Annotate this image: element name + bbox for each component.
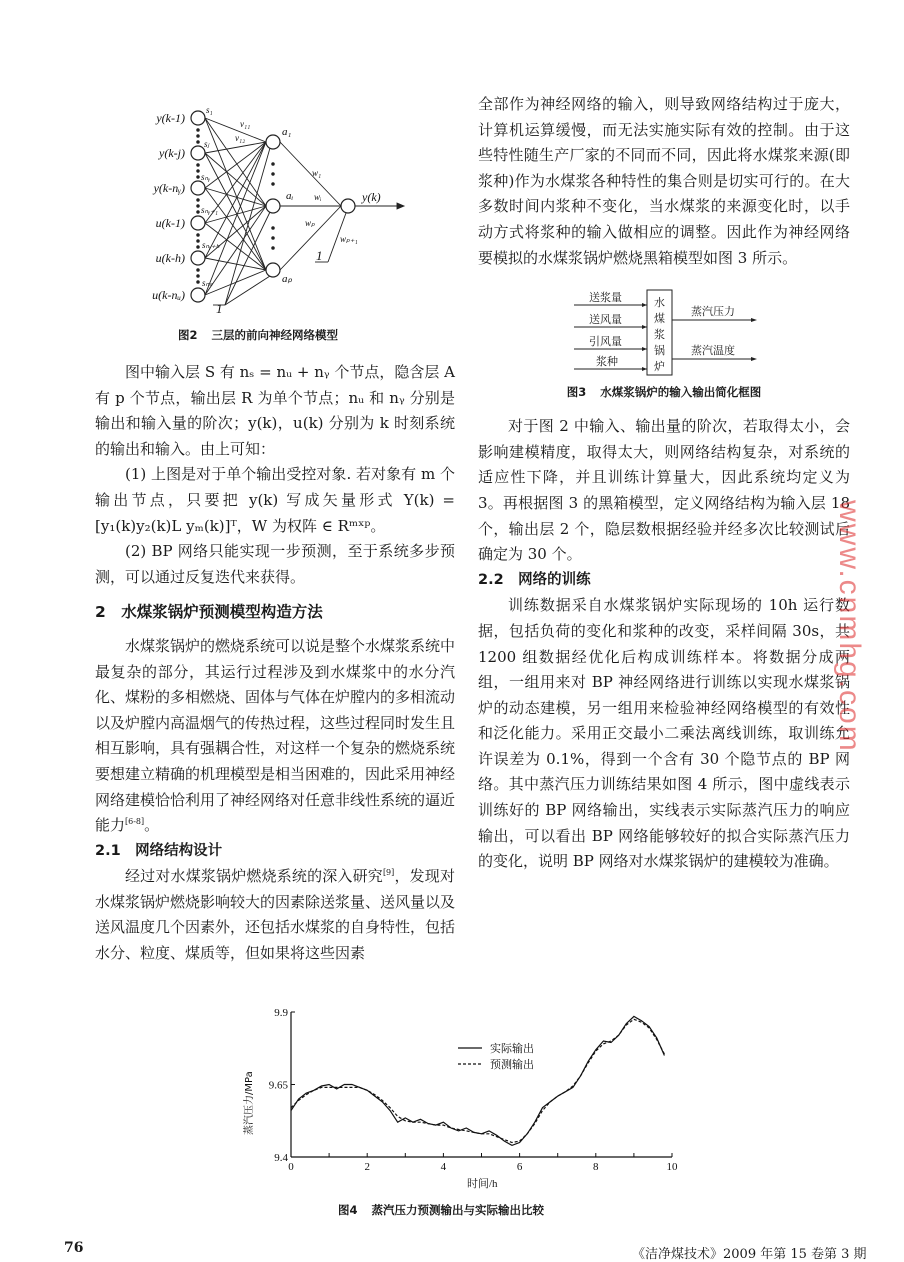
input-label: 送浆量 [589, 292, 622, 305]
output-label: 蒸汽压力 [691, 306, 735, 319]
fig3-figure [478, 287, 850, 382]
series-line-predicted [291, 1019, 664, 1142]
input-label: y(k-j) [159, 146, 185, 160]
ellipsis-dot [197, 205, 200, 208]
input-label: u(k-h) [155, 251, 185, 265]
box-label: 煤 [654, 313, 665, 326]
x-tick-label: 0 [288, 1161, 294, 1173]
hidden-label: aₚ [282, 273, 293, 285]
neuron-node [266, 263, 280, 277]
neuron-node [191, 111, 205, 125]
left-column [95, 360, 455, 967]
neuron-node [191, 181, 205, 195]
input-label: y(k-nᵧ) [153, 181, 185, 195]
watermark: www.cnmhg.com [833, 500, 866, 753]
box-label: 水 [654, 297, 665, 310]
edge [280, 206, 341, 270]
input-weight-label: sⱼ [204, 139, 210, 149]
box-label: 浆 [654, 329, 665, 342]
ellipsis-dot [197, 129, 200, 132]
w-weight-label: wₚ [305, 218, 315, 228]
edge [205, 188, 266, 206]
hidden-label: a₁ [282, 126, 292, 138]
ellipsis-dot [197, 176, 200, 179]
ellipsis-dot [197, 170, 200, 173]
ellipsis-dot [197, 275, 200, 278]
input-label: u(k-1) [155, 216, 185, 230]
arrowhead-icon [397, 203, 404, 209]
paragraph: 全部作为神经网络的输入，则导致网络结构过于庞大，计算机运算缓慢，而无法实施实际有效的控制。由于这些特性随生产厂家的不同而不同，因此将水煤浆来源(即浆种)作为水煤浆各种特性的集合则是切实可行的。在大多数时间内浆种不变化，当水煤浆的来源变化时，以手动方式将浆种的输入做相应的调整。因此作为神经网络要模拟的水煤浆锅炉燃烧黑箱模型如图 3 所示。 [478, 95, 850, 267]
ellipsis-dot [272, 237, 275, 240]
ellipsis-dot [272, 227, 275, 230]
bias-label: 1 [316, 248, 323, 263]
ellipsis-dot [197, 246, 200, 249]
right-column [478, 92, 850, 875]
input-label: 浆种 [596, 356, 618, 369]
input-weight-label: sₙᵧ₊ₕ [202, 240, 220, 250]
x-tick-label: 4 [440, 1161, 447, 1173]
input-weight-label: s₁ [206, 105, 213, 115]
fig4-caption: 图4 蒸汽压力预测输出与实际输出比较 [338, 1203, 545, 1217]
neuron-node [191, 288, 205, 302]
w-weight-label: w₁ [312, 168, 322, 178]
legend-label: 实际输出 [490, 1043, 534, 1055]
neuron-node [191, 216, 205, 230]
ellipsis-dot [197, 164, 200, 167]
neuron-node [266, 199, 280, 213]
x-tick-label: 6 [516, 1161, 523, 1173]
ellipsis-dot [272, 183, 275, 186]
v-weight-label: v₁₁ [240, 119, 251, 129]
fig4-line-chart [230, 995, 700, 1177]
paragraph: 水煤浆锅炉的燃烧系统可以说是整个水煤浆系统中最复杂的部分，其运行过程涉及到水煤浆中的水分汽化、煤粉的多相燃烧、固体与气体在炉膛内的多相流动以及炉膛内高温烟气的传热过程，这些过程同时发生且相互影响，具有强耦合性，对这样一个复杂的燃烧系统要想建立精确的机理模型是相当困难的，因此采用神经网络建模恰恰利用了神经网络对任意非线性系统的逼近能力[6-8]。 [95, 636, 456, 835]
x-tick-label: 10 [666, 1161, 678, 1173]
ellipsis-dot [197, 240, 200, 243]
ellipsis-dot [197, 269, 200, 272]
input-label: 引风量 [589, 336, 622, 349]
hidden-label: aᵢ [286, 190, 294, 202]
ellipsis-dot [272, 173, 275, 176]
fig3-block-diagram [554, 287, 774, 382]
input-label: 送风量 [589, 314, 622, 327]
x-tick-label: 2 [364, 1161, 370, 1173]
y-axis-label: 蒸汽压力/MPa [244, 1071, 255, 1135]
page-number: 76 [64, 1240, 84, 1256]
neuron-node [191, 251, 205, 265]
ellipsis-dot [272, 163, 275, 166]
journal-info: 《洁净煤技术》2009 年第 15 卷第 3 期 [632, 1247, 867, 1262]
ellipsis-dot [197, 211, 200, 214]
fig2-caption: 图2 三层的前向神经网络模型 [178, 328, 339, 342]
ellipsis-dot [197, 135, 200, 138]
y-tick-label: 9.4 [274, 1152, 288, 1164]
ellipsis-dot [197, 199, 200, 202]
section-heading-2-1: 2.1 网络结构设计 [95, 842, 223, 859]
neuron-node [266, 135, 280, 149]
neuron-node [341, 199, 355, 213]
input-weight-label: sₙᵧ₊₁ [201, 205, 219, 215]
series-line-actual [291, 1016, 664, 1145]
legend-label: 预测输出 [490, 1059, 534, 1071]
v-weight-label: v₁₂ [235, 133, 246, 143]
ellipsis-dot [197, 141, 200, 144]
output-label: y(k) [362, 190, 381, 204]
y-tick-label: 9.9 [274, 1007, 288, 1019]
paragraph: 经过对水煤浆锅炉燃烧系统的深入研究[9]，发现对水煤浆锅炉燃烧影响较大的因素除送浆量、送风量以及送风温度几个因素外，还包括水煤浆的自身特性，包括水分、粒度、煤质等，但如果将这些因素 [95, 867, 456, 963]
x-tick-label: 8 [593, 1161, 599, 1173]
neuron-node [191, 146, 205, 160]
paragraph: (2) BP 网络只能实现一步预测，至于系统多步预测，可以通过反复迭代来获得。 [95, 542, 455, 586]
paragraph: 训练数据采自水煤浆锅炉实际现场的 10h 运行数据，包括负荷的变化和浆种的改变，采样间隔 30s，共 1200 组数据经优化后构成训练样本。将数据分成两组，一组用来对 BP 神经网络进行训练以实现水煤浆锅炉的动态建模，另一组用来检验神经网络模型的有效性和泛化能力。采用正交最小二乘法离线训练，取训练允许误差为 0.1%，得到一个含有 30 个隐节点的 BP 网络。其中蒸汽压力训练结果如图 4 所示，图中虚线表示训练好的 BP 网络输出，实线表示实际蒸汽压力的响应输出，可以看出 BP 网络能够较好的拟合实际蒸汽压力的变化，说明 BP 网络对水煤浆锅炉的建模较为准确。 [478, 596, 850, 871]
paragraph: 图中输入层 S 有 nₛ = nᵤ + nᵧ 个节点，隐含层 A 有 p 个节点，输出层 R 为单个节点；nᵤ 和 nᵧ 分别是输出和输入量的阶次；y(k)，u(k) 分别为 k 时刻系统的输出和输入。由上可知： [95, 363, 455, 458]
output-label: 蒸汽温度 [691, 345, 735, 358]
section-heading-2-2: 2.2 网络的训练 [478, 571, 591, 588]
ellipsis-dot [197, 281, 200, 284]
fig3-caption: 图3 水煤浆锅炉的输入输出简化框图 [566, 385, 762, 400]
box-label: 锅 [654, 345, 665, 358]
input-weight-label: sₙᵧ [201, 172, 211, 182]
edge [205, 142, 266, 153]
section-heading-2: 2 水煤浆锅炉预测模型构造方法 [95, 603, 323, 622]
bias-label: 1 [216, 301, 223, 316]
fig2-neural-network-diagram [100, 100, 460, 325]
box-label: 炉 [654, 361, 665, 374]
w-weight-label: wₚ₊₁ [340, 234, 358, 244]
y-tick-label: 9.65 [268, 1079, 288, 1092]
x-axis-label: 时间/h [467, 1178, 498, 1190]
input-label: u(k-nᵤ) [152, 288, 185, 302]
input-weight-label: sₙₛ [202, 278, 213, 288]
paragraph: (1) 上图是对于单个输出受控对象. 若对象有 m 个输出节点，只要把 y(k) 写成矢量形式 Y(k) = [y₁(k)y₂(k)L yₘ(k)]ᵀ，W 为权阵 ∈ Rᵐˣᵖ。 [95, 465, 455, 535]
ellipsis-dot [272, 247, 275, 250]
ellipsis-dot [197, 234, 200, 237]
edge [205, 153, 266, 206]
paragraph: 对于图 2 中输入、输出量的阶次，若取得太小，会影响建模精度，取得太大，则网络结构复杂，对系统的适应性下降，并且训练计算量大，因此系统均定义为 3。再根据图 3 的黑箱模型，定义网络结构为输入层 18 个，输出层 2 个，隐层数根据经验并经多次比较测试后确定为 30 个。 [478, 417, 850, 564]
input-label: y(k-1) [156, 111, 185, 125]
w-weight-label: wᵢ [314, 192, 322, 202]
